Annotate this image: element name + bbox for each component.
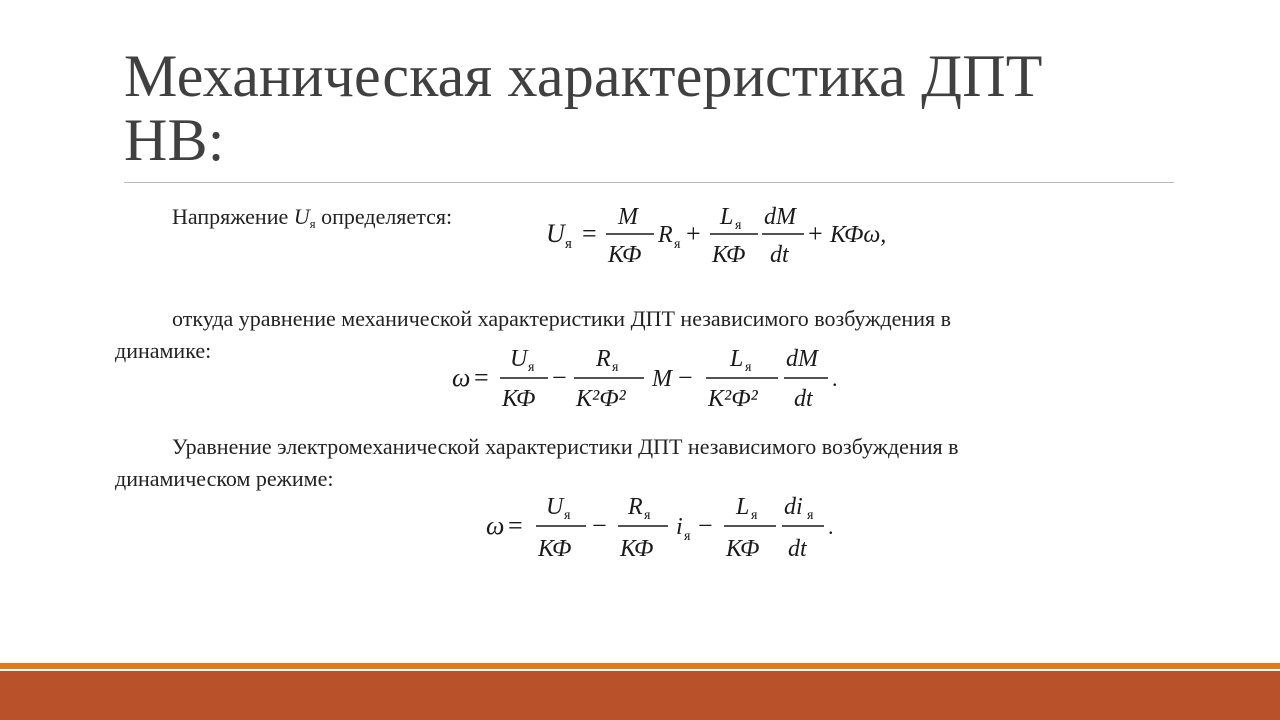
- paragraph-voltage: [172, 202, 452, 239]
- f2-frac3-num-sub: я: [745, 360, 752, 375]
- formula-mech-char-svg: [448, 340, 848, 416]
- f2-minus1: −: [552, 363, 567, 392]
- f3-frac1-num-sub: я: [564, 508, 571, 523]
- f3-frac4-num: di: [784, 494, 803, 520]
- f1-lhs-sub: я: [565, 236, 572, 252]
- f1-tail: КФω,: [830, 222, 887, 248]
- para3-line2: динамическом режиме:: [115, 466, 334, 491]
- f1-plus1: +: [686, 219, 701, 248]
- f2-m: M: [652, 366, 672, 392]
- f1-frac2-den: КФ: [712, 242, 746, 268]
- f1-plus2: +: [808, 219, 823, 248]
- title-line-1: Механическая характеристика ДПТ: [124, 43, 1043, 109]
- f3-frac4-num-sub: я: [807, 508, 814, 523]
- para1-prefix: Напряжение: [172, 204, 294, 229]
- f3-frac2-num-sub: я: [644, 508, 651, 523]
- para1-var: U: [293, 204, 310, 229]
- f2-end: .: [832, 366, 838, 391]
- f3-frac1-den: КФ: [538, 536, 572, 562]
- f3-eq: =: [508, 511, 523, 540]
- formula-mech-char: [448, 340, 848, 416]
- para1-suffix: определяется:: [315, 204, 453, 229]
- para2-line1: откуда уравнение механической характеристики ДПТ независимого возбуждения в: [172, 306, 951, 331]
- f1-r: R: [658, 222, 673, 248]
- f2-minus2: −: [678, 363, 693, 392]
- paragraph-electromech-char-cont: [115, 464, 333, 494]
- f1-frac3-den: dt: [770, 242, 789, 268]
- f3-frac2-den: КФ: [620, 536, 654, 562]
- f2-frac2-num: R: [596, 346, 611, 372]
- f3-frac3-den: КФ: [726, 536, 760, 562]
- para3-line1: Уравнение электромеханической характеристики ДПТ независимого возбуждения в: [172, 434, 959, 459]
- formula-voltage: [540, 198, 920, 274]
- f3-frac1-num: U: [546, 494, 564, 520]
- formula-electromech-char: [482, 488, 852, 566]
- f1-frac2-num: L: [720, 204, 734, 230]
- slide-title: [124, 44, 1144, 172]
- f3-frac4-den: dt: [788, 536, 807, 562]
- f2-frac2-den: K²Ф²: [576, 386, 626, 412]
- para2-line2: динамике:: [115, 338, 212, 363]
- f1-frac1-den: КФ: [608, 242, 642, 268]
- f3-i-sub: я: [684, 529, 691, 544]
- f3-frac3-num: L: [736, 494, 750, 520]
- footer-accent-stripe: [0, 663, 1280, 669]
- f2-frac3-num: L: [730, 346, 744, 372]
- formula-voltage-svg: [540, 198, 920, 274]
- f3-i: i: [676, 514, 683, 540]
- f3-minus2: −: [698, 511, 713, 540]
- f1-eq: =: [582, 219, 597, 248]
- title-divider: [124, 182, 1174, 183]
- f3-frac3-num-sub: я: [751, 508, 758, 523]
- f1-r-sub: я: [674, 237, 681, 252]
- f2-frac1-den: КФ: [502, 386, 536, 412]
- f1-lhs: U: [546, 219, 565, 248]
- f3-end: .: [828, 514, 834, 539]
- f2-eq: =: [474, 363, 489, 392]
- paragraph-mech-char-cont: [115, 336, 211, 366]
- formula-electromech-char-svg: [482, 488, 852, 566]
- f2-frac4-num: dM: [786, 346, 818, 372]
- f2-frac4-den: dt: [794, 386, 813, 412]
- f2-frac1-num-sub: я: [528, 360, 535, 375]
- f2-frac1-num: U: [510, 346, 528, 372]
- paragraph-electromech-char: [115, 432, 1175, 462]
- paragraph-mech-char: [115, 304, 1175, 334]
- f1-frac1-num: M: [618, 204, 638, 230]
- f3-lhs: ω: [486, 511, 505, 540]
- f3-minus1: −: [592, 511, 607, 540]
- f1-frac3-num: dM: [764, 204, 796, 230]
- f3-frac2-num: R: [628, 494, 643, 520]
- f2-frac2-num-sub: я: [612, 360, 619, 375]
- footer-bar: [0, 671, 1280, 720]
- title-line-2: НВ:: [124, 107, 225, 173]
- f1-frac2-num-sub: я: [735, 218, 742, 233]
- f2-lhs: ω: [452, 363, 471, 392]
- f2-frac3-den: K²Ф²: [708, 386, 758, 412]
- para1-sub: я: [309, 216, 316, 231]
